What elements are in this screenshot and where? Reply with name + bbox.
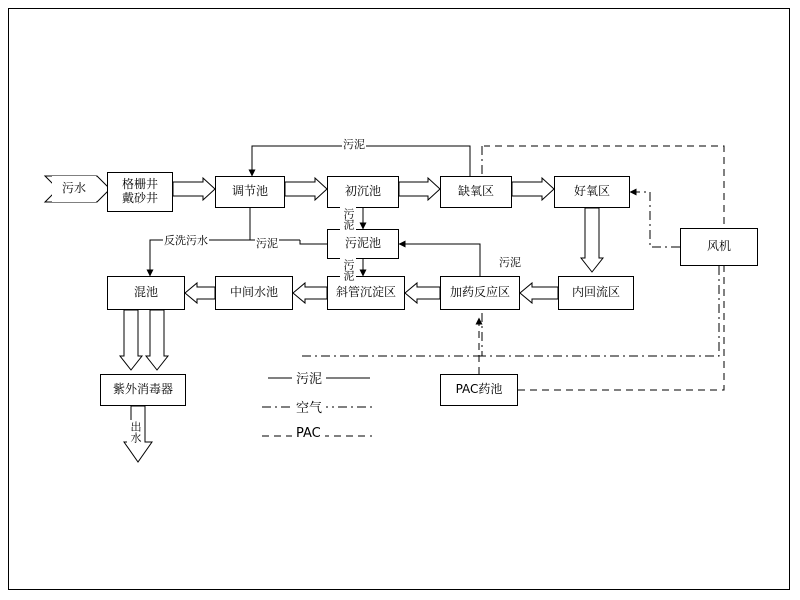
node-aerobic-zone[interactable]	[554, 176, 630, 208]
legend-item-air	[292, 397, 326, 416]
node-sludge-tank-label: 污泥池	[344, 236, 381, 251]
edge-label-sludge-vertical-lower: 污泥	[342, 259, 355, 281]
node-blower-label: 风机	[706, 239, 731, 254]
node-adjust-tank-label: 调节池	[231, 184, 268, 199]
node-tube-settler[interactable]	[327, 276, 405, 310]
edge-label-outflow: 出水	[129, 421, 142, 443]
node-sludge-tank[interactable]	[327, 229, 399, 259]
node-dosing-reactor[interactable]	[440, 276, 520, 310]
node-mix-tank[interactable]	[107, 276, 185, 310]
node-inflow[interactable]	[52, 176, 96, 202]
node-aerobic-zone-label: 好氧区	[573, 184, 610, 199]
node-mix-tank-label: 混池	[133, 285, 158, 300]
legend-item-sludge	[292, 368, 326, 387]
node-tube-settler-label: 斜管沉淀区	[335, 285, 396, 300]
node-grit-label-1: 格栅井	[121, 177, 158, 192]
node-primary-settler-label: 初沉池	[344, 184, 381, 199]
legend-item-pac	[292, 426, 325, 441]
edge-label-backwash: 反洗污水	[164, 234, 208, 247]
node-dosing-reactor-label: 加药反应区	[449, 285, 510, 300]
node-inflow-label: 污水	[61, 181, 86, 196]
legend-item-air-label: 空气	[296, 401, 323, 416]
edge-label-sludge-right: 污泥	[499, 256, 521, 269]
node-anoxic-zone-label: 缺氧区	[457, 184, 494, 199]
node-internal-recycle-label: 内回流区	[571, 285, 620, 300]
node-intermediate-tank[interactable]	[215, 276, 293, 310]
node-uv-disinfector[interactable]	[100, 374, 186, 406]
node-primary-settler[interactable]	[327, 176, 399, 208]
node-blower[interactable]	[680, 228, 758, 266]
node-grit[interactable]	[107, 172, 173, 212]
legend-item-sludge-label: 污泥	[296, 372, 323, 387]
node-pac-tank[interactable]	[440, 374, 518, 406]
node-uv-disinfector-label: 紫外消毒器	[112, 382, 173, 397]
edge-label-sludge-top: 污泥	[343, 138, 365, 151]
node-grit-label-2: 戴砂井	[121, 191, 158, 205]
legend-item-pac-label: PAC	[296, 426, 321, 441]
edge-label-sludge-mid: 污泥	[256, 237, 278, 250]
node-anoxic-zone[interactable]	[440, 176, 512, 208]
node-pac-tank-label: PAC药池	[455, 382, 503, 397]
node-intermediate-tank-label: 中间水池	[229, 285, 278, 300]
edge-label-sludge-vertical-upper: 污泥	[342, 208, 355, 230]
node-internal-recycle[interactable]	[558, 276, 634, 310]
node-adjust-tank[interactable]	[215, 176, 285, 208]
